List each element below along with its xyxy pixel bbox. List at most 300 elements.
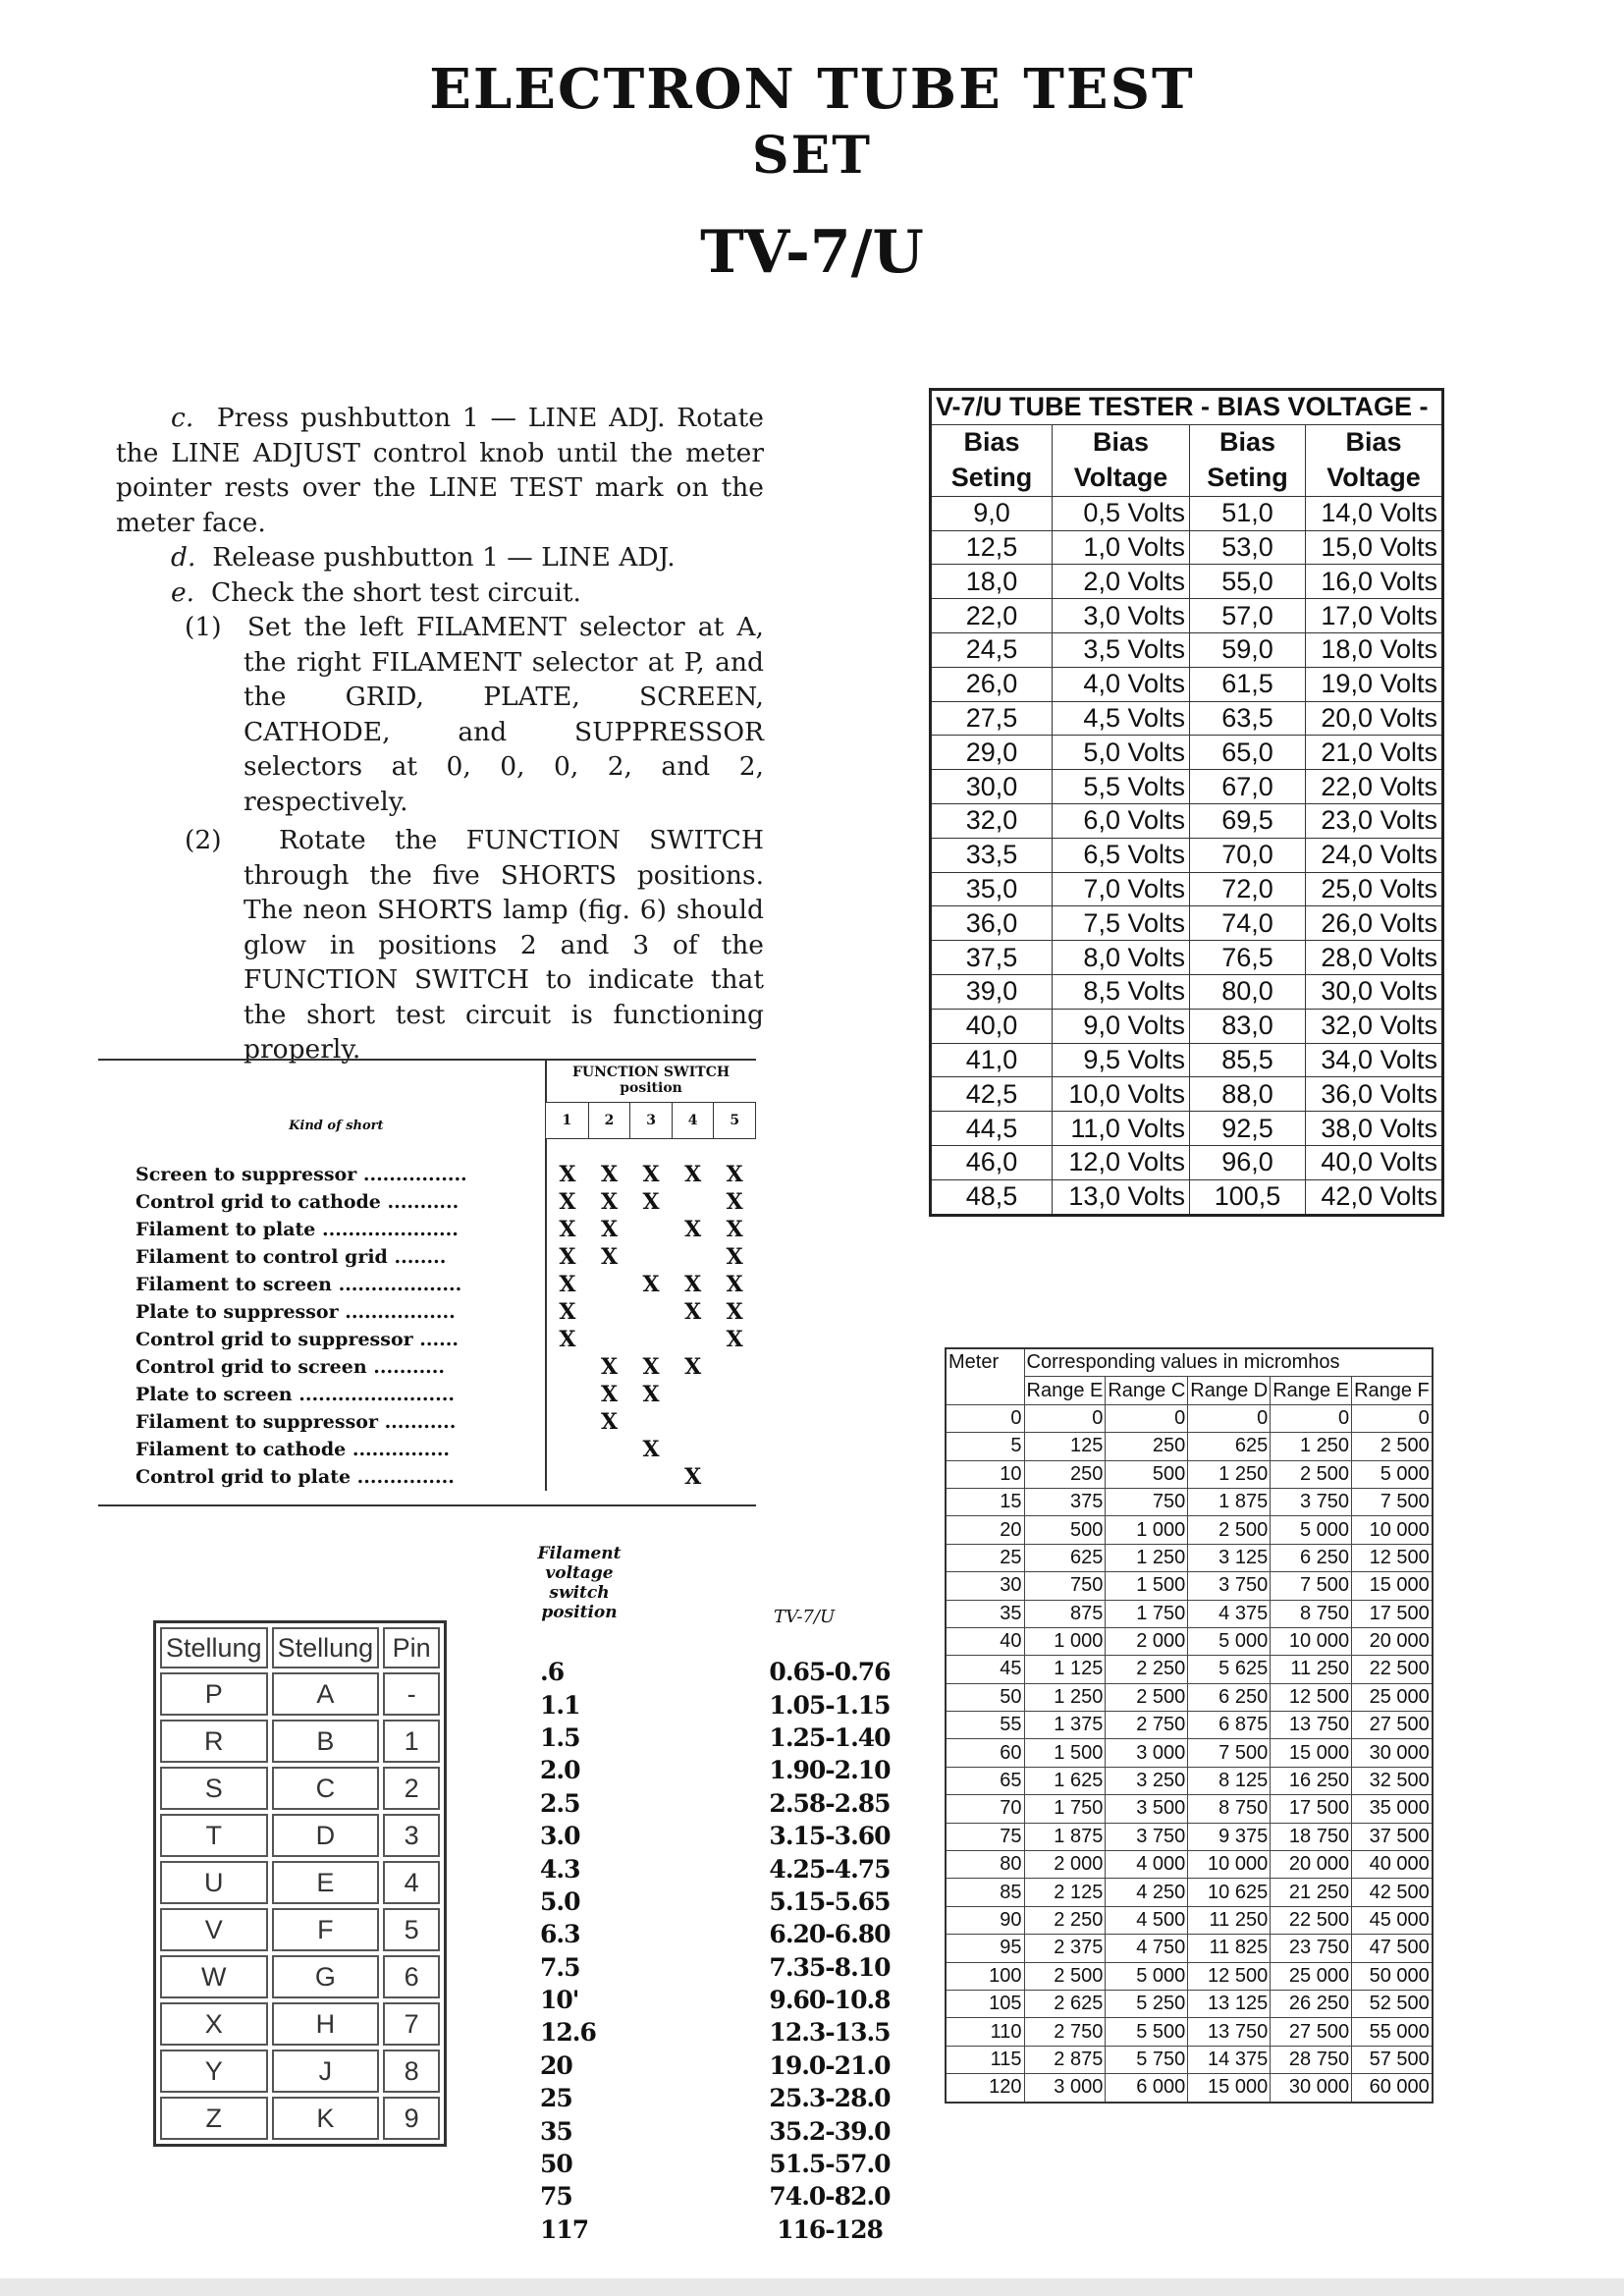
micromhos-cell: 3 000 bbox=[1024, 2074, 1106, 2103]
filament-position: 6.3 bbox=[540, 1920, 580, 1949]
filament-position: 117 bbox=[540, 2214, 589, 2244]
micromhos-cell: 6 000 bbox=[1106, 2074, 1188, 2103]
micromhos-cell: 13 750 bbox=[1188, 2018, 1271, 2046]
micromhos-cell: 5 625 bbox=[1188, 1656, 1271, 1683]
bias-cell: 55,0 bbox=[1190, 565, 1306, 599]
short-mark: X bbox=[642, 1353, 660, 1380]
micromhos-cell: 10 bbox=[946, 1460, 1024, 1488]
micromhos-cell: 6 250 bbox=[1271, 1544, 1352, 1571]
filament-voltage-range: 6.20-6.80 bbox=[769, 1920, 891, 1949]
micromhos-cell: 75 bbox=[946, 1823, 1024, 1850]
bias-cell: 46,0 bbox=[931, 1145, 1053, 1179]
kind-of-short-header: Kind of short bbox=[289, 1118, 384, 1133]
short-mark: X bbox=[600, 1161, 619, 1187]
bias-voltage-table bbox=[929, 388, 1444, 1217]
bias-cell: 26,0 bbox=[931, 667, 1053, 701]
micromhos-cell: 37 500 bbox=[1352, 1823, 1433, 1850]
micromhos-cell: 45 bbox=[946, 1656, 1024, 1683]
micromhos-cell: 1 375 bbox=[1024, 1712, 1106, 1739]
bias-row bbox=[931, 974, 1443, 1009]
micromhos-cell: 25 000 bbox=[1352, 1683, 1433, 1711]
short-mark bbox=[546, 1381, 589, 1408]
micromhos-cell: 14 375 bbox=[1188, 2046, 1271, 2073]
stellung-cell: U bbox=[160, 1861, 268, 1904]
short-mark: X bbox=[726, 1326, 743, 1352]
filament-voltage-table bbox=[520, 1656, 903, 2246]
short-kind: Screen to suppressor ................ bbox=[135, 1163, 467, 1185]
short-mark bbox=[546, 1463, 589, 1491]
bias-cell: 35,0 bbox=[931, 872, 1053, 906]
step-d bbox=[116, 540, 764, 575]
micromhos-cell: 1 875 bbox=[1024, 1823, 1106, 1850]
bias-cell: 12,0 Volts bbox=[1053, 1145, 1190, 1179]
stellung-row bbox=[160, 2050, 440, 2093]
bias-cell: 51,0 bbox=[1190, 496, 1306, 530]
short-mark: X bbox=[726, 1298, 743, 1325]
short-mark bbox=[672, 1436, 714, 1463]
bias-cell: 3,0 Volts bbox=[1053, 599, 1190, 633]
short-mark bbox=[588, 1271, 630, 1298]
filament-voltage-range: 5.15-5.65 bbox=[769, 1886, 891, 1916]
micromhos-row bbox=[946, 1767, 1433, 1794]
bias-header-3a: Bias bbox=[1190, 424, 1306, 461]
micromhos-table-body bbox=[946, 1404, 1433, 2102]
micromhos-cell: 4 000 bbox=[1106, 1851, 1188, 1879]
micromhos-cell: 45 000 bbox=[1352, 1906, 1433, 1934]
micromhos-cell: 30 000 bbox=[1352, 1739, 1433, 1767]
micromhos-cell: 1 000 bbox=[1106, 1516, 1188, 1544]
micromhos-cell: 2 000 bbox=[1024, 1851, 1106, 1879]
instructions-text bbox=[116, 401, 764, 1067]
short-mark bbox=[630, 1463, 673, 1491]
micromhos-row bbox=[946, 1460, 1433, 1488]
micromhos-cell: 7 500 bbox=[1352, 1488, 1433, 1515]
filament-position: 25 bbox=[540, 2084, 572, 2113]
position-number: 3 bbox=[630, 1103, 673, 1139]
bias-cell: 53,0 bbox=[1190, 530, 1306, 565]
bias-header-4a: Bias bbox=[1306, 424, 1443, 461]
micromhos-cell: 80 bbox=[946, 1851, 1024, 1879]
stellung-cell: B bbox=[272, 1720, 380, 1763]
stellung-cell: Y bbox=[160, 2050, 268, 2093]
filament-voltage-range: 1.05-1.15 bbox=[769, 1690, 891, 1720]
short-mark: X bbox=[546, 1271, 589, 1298]
filament-position: 1.1 bbox=[540, 1690, 580, 1720]
bias-table-body bbox=[931, 496, 1443, 1215]
bias-cell: 44,5 bbox=[931, 1112, 1053, 1146]
bias-header-2b: Voltage bbox=[1053, 461, 1190, 497]
short-mark bbox=[588, 1326, 630, 1353]
micromhos-cell: 8 750 bbox=[1271, 1600, 1352, 1627]
bias-cell: 9,0 Volts bbox=[1053, 1009, 1190, 1043]
short-mark bbox=[630, 1408, 673, 1436]
filament-voltage-range: 7.35-8.10 bbox=[769, 1952, 891, 1982]
micromhos-cell: 12 500 bbox=[1352, 1544, 1433, 1571]
bias-cell: 20,0 Volts bbox=[1306, 701, 1443, 736]
stellung-header-2: Stellung bbox=[272, 1627, 380, 1668]
micromhos-row bbox=[946, 1683, 1433, 1711]
bias-row bbox=[931, 667, 1443, 701]
micromhos-cell: 16 250 bbox=[1271, 1767, 1352, 1794]
filament-voltage-range: 2.58-2.85 bbox=[769, 1788, 891, 1818]
filament-position: 7.5 bbox=[540, 1952, 580, 1982]
bias-cell: 33,5 bbox=[931, 838, 1053, 872]
short-mark bbox=[588, 1463, 630, 1491]
bias-cell: 80,0 bbox=[1190, 974, 1306, 1009]
micromhos-cell: 13 750 bbox=[1271, 1712, 1352, 1739]
short-mark: X bbox=[600, 1381, 619, 1407]
stellung-cell: 8 bbox=[383, 2050, 440, 2093]
micromhos-cell: 12 500 bbox=[1188, 1962, 1271, 1990]
short-mark: X bbox=[546, 1188, 589, 1216]
short-mark: X bbox=[546, 1326, 589, 1353]
short-mark: X bbox=[546, 1216, 589, 1243]
micromhos-cell: 3 750 bbox=[1188, 1572, 1271, 1600]
bias-row bbox=[931, 838, 1443, 872]
micromhos-cell: 1 625 bbox=[1024, 1767, 1106, 1794]
filament-voltage-range: 4.25-4.75 bbox=[769, 1854, 891, 1884]
short-mark: X bbox=[600, 1408, 619, 1435]
bias-cell: 5,0 Volts bbox=[1053, 736, 1190, 770]
micromhos-cell: 120 bbox=[946, 2074, 1024, 2103]
filament-voltage-range: 9.60-10.8 bbox=[769, 1986, 891, 2015]
micromhos-cell: 50 bbox=[946, 1683, 1024, 1711]
filament-voltage-range: 12.3-13.5 bbox=[769, 2018, 891, 2048]
micromhos-cell: 3 750 bbox=[1271, 1488, 1352, 1515]
shorts-row bbox=[128, 1216, 756, 1243]
short-mark: X bbox=[726, 1243, 743, 1270]
shorts-row bbox=[128, 1408, 756, 1436]
micromhos-row bbox=[946, 1488, 1433, 1515]
bias-cell: 63,5 bbox=[1190, 701, 1306, 736]
micromhos-cell: 4 500 bbox=[1106, 1906, 1188, 1934]
micromhos-cell: 30 bbox=[946, 1572, 1024, 1600]
bias-row bbox=[931, 872, 1443, 906]
bias-cell: 36,0 Volts bbox=[1306, 1077, 1443, 1112]
short-mark: X bbox=[684, 1271, 702, 1297]
bias-cell: 22,0 Volts bbox=[1306, 770, 1443, 804]
short-mark bbox=[714, 1353, 756, 1381]
step-c-label: c. bbox=[171, 403, 194, 433]
position-number: 2 bbox=[588, 1103, 630, 1139]
shorts-table-top-rule bbox=[98, 1059, 756, 1061]
micromhos-cell: 3 125 bbox=[1188, 1544, 1271, 1571]
range-header-row bbox=[946, 1377, 1433, 1404]
stellung-cell: 5 bbox=[383, 1908, 440, 1951]
filament-position: 2.5 bbox=[540, 1788, 580, 1818]
micromhos-cell: 0 bbox=[1352, 1404, 1433, 1432]
short-mark: X bbox=[642, 1188, 660, 1215]
filament-position: 5.0 bbox=[540, 1886, 580, 1916]
bias-cell: 1,0 Volts bbox=[1053, 530, 1190, 565]
short-mark: X bbox=[726, 1271, 743, 1297]
filament-row bbox=[520, 2148, 903, 2180]
function-switch-header: FUNCTION SWITCH position bbox=[546, 1059, 756, 1103]
bias-row bbox=[931, 701, 1443, 736]
short-mark bbox=[714, 1436, 756, 1463]
bias-cell: 96,0 bbox=[1190, 1145, 1306, 1179]
shorts-row bbox=[128, 1298, 756, 1326]
stellung-cell: K bbox=[272, 2097, 380, 2140]
bias-row bbox=[931, 803, 1443, 838]
micromhos-cell: 2 500 bbox=[1271, 1460, 1352, 1488]
micromhos-cell: 625 bbox=[1188, 1433, 1271, 1460]
step-e-text: Check the short test circuit. bbox=[210, 576, 581, 608]
micromhos-cell: 0 bbox=[1024, 1404, 1106, 1432]
micromhos-cell: 250 bbox=[1024, 1460, 1106, 1488]
filament-position: 20 bbox=[540, 2050, 572, 2080]
micromhos-cell: 55 000 bbox=[1352, 2018, 1433, 2046]
micromhos-cell: 26 250 bbox=[1271, 1990, 1352, 2017]
stellung-cell: C bbox=[272, 1767, 380, 1810]
micromhos-row bbox=[946, 1516, 1433, 1544]
shorts-row bbox=[128, 1436, 756, 1463]
micromhos-row bbox=[946, 1795, 1433, 1823]
bias-cell: 28,0 Volts bbox=[1306, 941, 1443, 975]
stellung-cell: D bbox=[272, 1814, 380, 1857]
bias-row bbox=[931, 770, 1443, 804]
micromhos-cell: 2 750 bbox=[1024, 2018, 1106, 2046]
bias-header-4b: Voltage bbox=[1306, 461, 1443, 497]
micromhos-cell: 1 750 bbox=[1024, 1795, 1106, 1823]
stellung-cell: 4 bbox=[383, 1861, 440, 1904]
short-kind: Plate to screen ........................ bbox=[135, 1383, 455, 1405]
micromhos-cell: 28 750 bbox=[1271, 2046, 1352, 2073]
micromhos-cell: 60 000 bbox=[1352, 2074, 1433, 2103]
micromhos-cell: 750 bbox=[1106, 1488, 1188, 1515]
micromhos-cell: 2 750 bbox=[1106, 1712, 1188, 1739]
shorts-row bbox=[128, 1243, 756, 1271]
short-mark bbox=[630, 1298, 673, 1326]
stellung-cell: X bbox=[160, 2002, 268, 2046]
corresponding-header: Corresponding values in micromhos bbox=[1024, 1348, 1433, 1377]
short-mark: X bbox=[546, 1139, 589, 1188]
filament-voltage-range: 3.15-3.60 bbox=[769, 1822, 891, 1851]
micromhos-cell: 6 875 bbox=[1188, 1712, 1271, 1739]
bias-cell: 10,0 Volts bbox=[1053, 1077, 1190, 1112]
micromhos-cell: 1 250 bbox=[1188, 1460, 1271, 1488]
bias-row bbox=[931, 941, 1443, 975]
short-mark bbox=[546, 1436, 589, 1463]
micromhos-cell: 375 bbox=[1024, 1488, 1106, 1515]
filament-row bbox=[520, 2050, 903, 2082]
stellung-cell: 3 bbox=[383, 1814, 440, 1857]
bias-cell: 40,0 Volts bbox=[1306, 1145, 1443, 1179]
bias-cell: 100,5 bbox=[1190, 1179, 1306, 1215]
micromhos-cell: 22 500 bbox=[1271, 1906, 1352, 1934]
bias-cell: 69,5 bbox=[1190, 803, 1306, 838]
micromhos-row bbox=[946, 1404, 1433, 1432]
filament-position: 2.0 bbox=[540, 1756, 580, 1785]
filament-row bbox=[520, 1951, 903, 1984]
short-mark: X bbox=[684, 1161, 702, 1187]
bias-row bbox=[931, 1043, 1443, 1077]
micromhos-row bbox=[946, 1739, 1433, 1767]
micromhos-cell: 875 bbox=[1024, 1600, 1106, 1627]
filament-row bbox=[520, 1656, 903, 1688]
stellung-cell: F bbox=[272, 1908, 380, 1951]
micromhos-cell: 1 750 bbox=[1106, 1600, 1188, 1627]
bias-cell: 25,0 Volts bbox=[1306, 872, 1443, 906]
micromhos-cell: 50 000 bbox=[1352, 1962, 1433, 1990]
bias-cell: 6,0 Volts bbox=[1053, 803, 1190, 838]
stellung-row bbox=[160, 1672, 440, 1716]
stellung-header-1: Stellung bbox=[160, 1627, 268, 1668]
micromhos-cell: 13 125 bbox=[1188, 1990, 1271, 2017]
scan-edge bbox=[0, 2278, 1624, 2296]
bias-cell: 32,0 Volts bbox=[1306, 1009, 1443, 1043]
bias-cell: 19,0 Volts bbox=[1306, 667, 1443, 701]
micromhos-cell: 0 bbox=[1106, 1404, 1188, 1432]
filament-row bbox=[520, 1886, 903, 1918]
micromhos-cell: 65 bbox=[946, 1767, 1024, 1794]
filament-header: Filament voltage switch position bbox=[537, 1544, 622, 1622]
micromhos-cell: 47 500 bbox=[1352, 1935, 1433, 1962]
micromhos-cell: 8 750 bbox=[1188, 1795, 1271, 1823]
stellung-row bbox=[160, 2002, 440, 2046]
stellung-cell: 9 bbox=[383, 2097, 440, 2140]
micromhos-cell: 2 500 bbox=[1352, 1433, 1433, 1460]
micromhos-cell: 20 000 bbox=[1352, 1627, 1433, 1655]
stellung-cell: W bbox=[160, 1955, 268, 1998]
micromhos-row bbox=[946, 2046, 1433, 2073]
micromhos-cell: 20 000 bbox=[1271, 1851, 1352, 1879]
micromhos-cell: 18 750 bbox=[1271, 1823, 1352, 1850]
short-kind: Control grid to cathode ........... bbox=[135, 1190, 460, 1213]
micromhos-cell: 85 bbox=[946, 1879, 1024, 1906]
range-header: Range F bbox=[1352, 1377, 1433, 1404]
bias-row bbox=[931, 1009, 1443, 1043]
short-mark: X bbox=[726, 1161, 743, 1187]
short-kind: Filament to control grid ........ bbox=[135, 1245, 447, 1268]
micromhos-cell: 23 750 bbox=[1271, 1935, 1352, 1962]
step-d-label: d. bbox=[171, 542, 196, 573]
micromhos-cell: 2 000 bbox=[1106, 1627, 1188, 1655]
bias-cell: 29,0 bbox=[931, 736, 1053, 770]
micromhos-cell: 5 000 bbox=[1106, 1962, 1188, 1990]
micromhos-cell: 4 250 bbox=[1106, 1879, 1188, 1906]
bias-cell: 92,5 bbox=[1190, 1112, 1306, 1146]
micromhos-cell: 0 bbox=[946, 1404, 1024, 1432]
bias-row bbox=[931, 599, 1443, 633]
bias-header-2a: Bias bbox=[1053, 424, 1190, 461]
micromhos-cell: 1 250 bbox=[1106, 1544, 1188, 1571]
micromhos-cell: 500 bbox=[1024, 1516, 1106, 1544]
filament-row bbox=[520, 1852, 903, 1885]
micromhos-cell: 1 000 bbox=[1024, 1627, 1106, 1655]
bias-cell: 12,5 bbox=[931, 530, 1053, 565]
micromhos-cell: 15 000 bbox=[1188, 2074, 1271, 2103]
filament-voltage-range: 1.25-1.40 bbox=[769, 1722, 891, 1752]
bias-cell: 61,5 bbox=[1190, 667, 1306, 701]
bias-cell: 7,5 Volts bbox=[1053, 906, 1190, 941]
short-mark: X bbox=[642, 1161, 660, 1187]
micromhos-cell: 5 500 bbox=[1106, 2018, 1188, 2046]
stellung-cell: E bbox=[272, 1861, 380, 1904]
micromhos-cell: 1 500 bbox=[1024, 1739, 1106, 1767]
short-mark: X bbox=[600, 1216, 619, 1242]
shorts-row bbox=[128, 1271, 756, 1298]
micromhos-cell: 10 000 bbox=[1188, 1851, 1271, 1879]
bias-cell: 23,0 Volts bbox=[1306, 803, 1443, 838]
filament-voltage-range: 74.0-82.0 bbox=[769, 2182, 891, 2212]
shorts-row bbox=[128, 1188, 756, 1216]
micromhos-row bbox=[946, 1572, 1433, 1600]
micromhos-cell: 17 500 bbox=[1352, 1600, 1433, 1627]
filament-voltage-range: 19.0-21.0 bbox=[769, 2050, 891, 2080]
stellung-cell: Z bbox=[160, 2097, 268, 2140]
bias-cell: 24,5 bbox=[931, 632, 1053, 667]
short-mark: X bbox=[546, 1243, 589, 1271]
micromhos-cell: 110 bbox=[946, 2018, 1024, 2046]
micromhos-cell: 5 000 bbox=[1188, 1627, 1271, 1655]
micromhos-cell: 0 bbox=[1271, 1404, 1352, 1432]
stellung-cell: H bbox=[272, 2002, 380, 2046]
micromhos-cell: 2 500 bbox=[1188, 1516, 1271, 1544]
micromhos-cell: 250 bbox=[1106, 1433, 1188, 1460]
bias-cell: 57,0 bbox=[1190, 599, 1306, 633]
bias-cell: 30,0 bbox=[931, 770, 1053, 804]
short-mark: X bbox=[600, 1188, 619, 1215]
micromhos-cell: 55 bbox=[946, 1712, 1024, 1739]
micromhos-row bbox=[946, 2074, 1433, 2103]
bias-cell: 3,5 Volts bbox=[1053, 632, 1190, 667]
short-mark bbox=[630, 1243, 673, 1271]
bias-table-title: V-7/U TUBE TESTER - BIAS VOLTAGE - bbox=[931, 390, 1443, 425]
stellung-cell: G bbox=[272, 1955, 380, 1998]
filament-position: 3.0 bbox=[540, 1822, 580, 1851]
micromhos-cell: 11 250 bbox=[1188, 1906, 1271, 1934]
bias-cell: 22,0 bbox=[931, 599, 1053, 633]
bias-cell: 83,0 bbox=[1190, 1009, 1306, 1043]
micromhos-cell: 625 bbox=[1024, 1544, 1106, 1571]
filament-row bbox=[520, 1754, 903, 1786]
bias-row bbox=[931, 1179, 1443, 1215]
micromhos-cell: 4 375 bbox=[1188, 1600, 1271, 1627]
bias-cell: 32,0 bbox=[931, 803, 1053, 838]
position-number: 4 bbox=[672, 1103, 714, 1139]
micromhos-cell: 15 bbox=[946, 1488, 1024, 1515]
page-title: ELECTRON TUBE TEST bbox=[429, 57, 1195, 122]
micromhos-row bbox=[946, 1600, 1433, 1627]
stellung-cell: 7 bbox=[383, 2002, 440, 2046]
micromhos-row bbox=[946, 1990, 1433, 2017]
micromhos-cell: 30 000 bbox=[1271, 2074, 1352, 2103]
micromhos-cell: 32 500 bbox=[1352, 1767, 1433, 1794]
short-kind: Filament to suppressor ........... bbox=[135, 1410, 457, 1433]
step-c bbox=[116, 401, 764, 540]
filament-row bbox=[520, 1918, 903, 1950]
micromhos-row bbox=[946, 1851, 1433, 1879]
micromhos-cell: 70 bbox=[946, 1795, 1024, 1823]
filament-position: 12.6 bbox=[540, 2018, 596, 2048]
stellung-table-body bbox=[160, 1672, 440, 2140]
bias-row bbox=[931, 565, 1443, 599]
bias-row bbox=[931, 736, 1443, 770]
micromhos-cell: 8 125 bbox=[1188, 1767, 1271, 1794]
filament-row bbox=[520, 2180, 903, 2213]
micromhos-cell: 25 000 bbox=[1271, 1962, 1352, 1990]
bias-cell: 59,0 bbox=[1190, 632, 1306, 667]
stellung-row bbox=[160, 1861, 440, 1904]
micromhos-cell: 40 bbox=[946, 1627, 1024, 1655]
bias-cell: 38,0 Volts bbox=[1306, 1112, 1443, 1146]
short-kind: Filament to plate ..................... bbox=[135, 1218, 459, 1240]
micromhos-row bbox=[946, 1656, 1433, 1683]
micromhos-cell: 42 500 bbox=[1352, 1879, 1433, 1906]
micromhos-cell: 2 125 bbox=[1024, 1879, 1106, 1906]
bias-cell: 85,5 bbox=[1190, 1043, 1306, 1077]
